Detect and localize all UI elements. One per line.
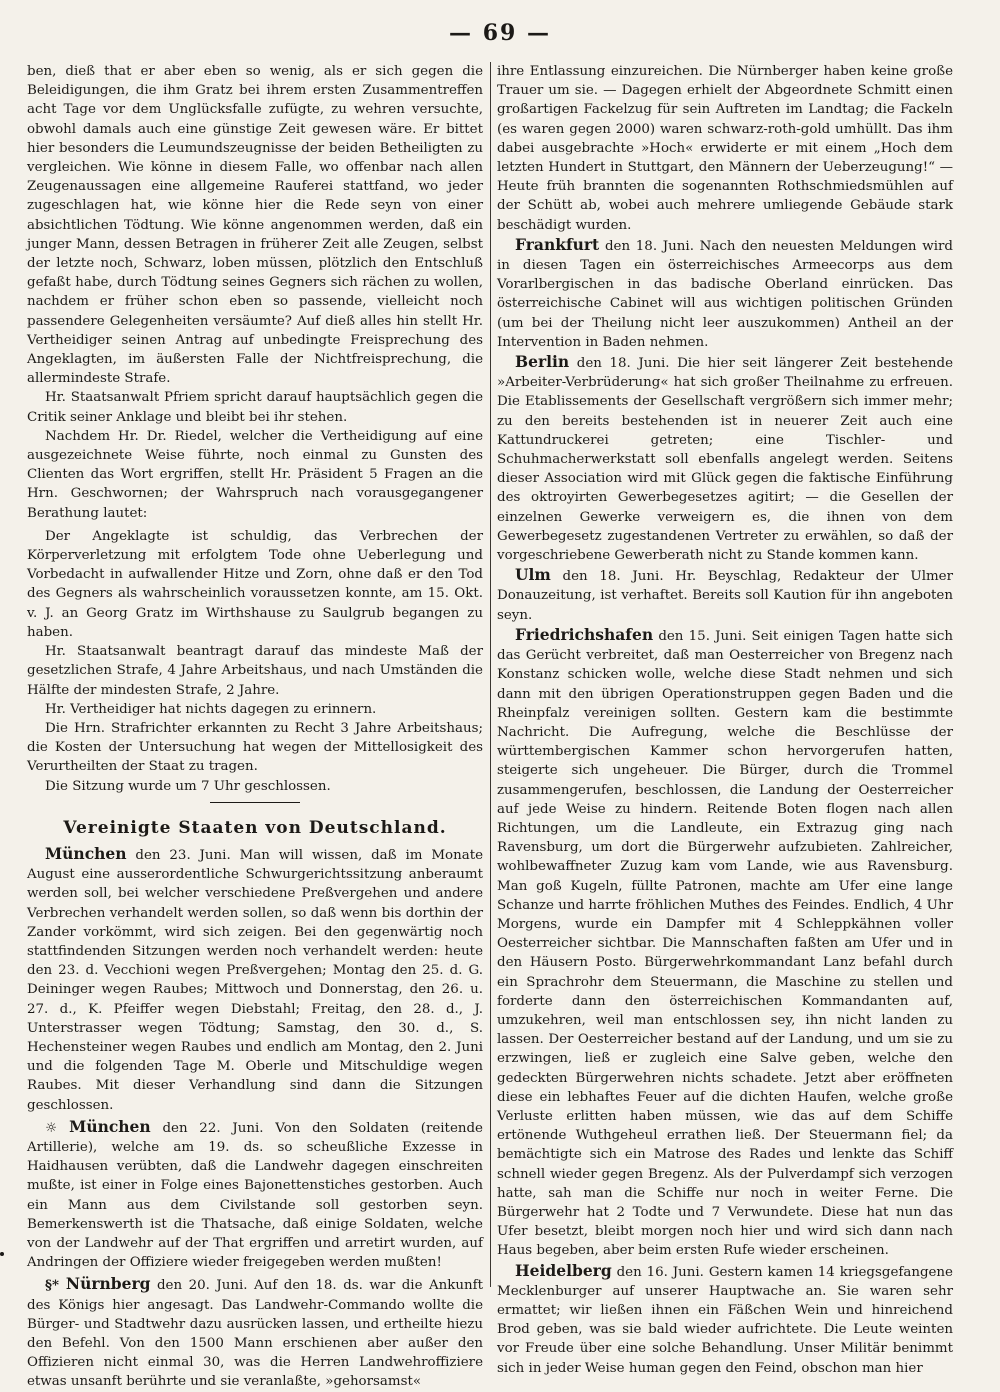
news-text: den 18. Juni. Hr. Beyschlag, Redakteur der Ulmer Donauzeitung, ist verhaftet. Bereits soll Kaution für ihn angeboten seyn. <box>497 569 953 623</box>
news-item <box>497 352 953 565</box>
news-item <box>27 1117 483 1273</box>
sun-marker-icon: ☼ <box>45 1119 70 1136</box>
paragraph: Hr. Vertheidiger hat nichts dagegen zu erinnern. <box>45 701 377 717</box>
dateline-place: Heidelberg <box>515 1260 612 1280</box>
dateline-place: München <box>69 1116 151 1136</box>
section-rule <box>210 802 300 803</box>
news-item <box>27 844 483 1115</box>
paragraph: Die Hrn. Strafrichter erkannten zu Recht 3 Jahre Arbeitshaus; die Kosten der Untersuchung hat wegen der Mittellosigkeit des Verurtheilten der Staat zu tragen. <box>27 720 483 775</box>
dateline-place: München <box>45 843 127 863</box>
dateline-place: Ulm <box>515 565 551 585</box>
news-text: den 15. Juni. Seit einigen Tagen hatte sich das Gerücht verbreitet, daß man Oesterreicher von Bregenz nach Konstanz schicken wolle, welche diese Stadt nehmen und sich dann mit den übrigen Operationstruppen gegen Baden und die Rheinpfalz vereinigen sollten. Gestern kam die bestimmte Nachricht. Die Aufregung, welche die Beschlüsse der württembergischen Kammer schon hervorgerufen hatten, steigerte sich ungeheuer. Die Bürger, durch die Trommel zusammengerufen, beschlossen, die Landung der Oesterreicher auf jede Weise zu hindern. Reitende Boten flogen nach allen Richtungen, um die Landleute, ein Extrazug ging nach Ravensburg, um dort die Bürgerwehr aufzubieten. Zahlreicher, wohlbewaffneter Zuzug kam vom Lande, wie aus Ravensburg. Man goß Kugeln, füllte Patronen, machte am Ufer eine lange Schanze und harrte fröhlichen Muthes des Feindes. Endlich, 4 Uhr Morgens, wurde ein Dampfer mit 4 Schleppkähnen voller Oesterreicher sichtbar. Die Mannschaften faßten am Ufer und in den Häusern Posto. Bürgerwehrkommandant Lanz befahl durch ein Sprachrohr dem Steuermann, die Maschine zu stellen und forderte dann den österreichischen Kommandanten auf, umzukehren, weil man entschlossen sey, ihn nicht landen zu lassen. Der Oesterreicher bestand auf der Landung, und um sie zu erzwingen, ließ er zugleich eine Salve geben, welche den gedeckten Bürgerwehren nichts schadete. Jetzt aber eröffneten diese ein lebhaftes Feuer auf die dichten Haufen, welche große Verluste erlitten haben müssen, wie das auf dem Schiffe ertönende Wuthgeheul errathen ließ. Der Steuermann fiel; da bemächtigte sich ein Matrose des Rades und lenkte das Schiff schnell wieder gegen Bregenz. Als der Pulverdampf sich verzogen hatte, sah man die Schiffe nur noch in weiter Ferne. Die Bürgerwehr hat 2 Todte und 7 Verwundete. Diese hat nun das Ufer besetzt, bleibt morgen noch hier und wird sich dann nach Haus begeben, aber beim ersten Rufe wieder erscheinen. <box>497 628 953 1259</box>
paragraph: Hr. Staatsanwalt beantragt darauf das mindeste Maß der gesetzlichen Strafe, 4 Jahre Arbeitshaus, und nach Umständen die Hälfte der mindesten Strafe, 2 Jahre. <box>27 644 483 698</box>
section-marker-icon: §* <box>45 1277 66 1294</box>
verdict-paragraph: Der Angeklagte ist schuldig, das Verbrechen der Körperverletzung mit erfolgtem Tode ohne Ueberlegung und Vorbedacht in aufwallender Hitze und Zorn, ohne daß er den Tod des Gegners als wahrscheinlich voraussetzen konnte, am 15. Okt. v. J. an Georg Gratz im Wirthshause zu Saulgrub begangen zu haben. <box>27 528 483 640</box>
news-item <box>497 235 953 352</box>
paragraph: ihre Entlassung einzureichen. Die Nürnberger haben keine große Trauer um sie. — Dagegen erhielt der Abgeordnete Schmitt einen großartigen Fackelzug für sein Auftreten im Landtag; die Fackeln (es waren gegen 2000) waren schwarz-roth-gold umhüllt. Das ihm dabei ausgebrachte »Hoch« erwiderte er mit einem „Hoch dem letzten Hundert in Stuttgart, den Männern der Ueberzeugung!“ — Heute früh brannten die sogenannten Rothschmiedsmühlen auf der Schütt ab, wobei auch mehrere umliegende Gebäude stark beschädigt wurden. <box>497 64 953 233</box>
paragraph: Hr. Staatsanwalt Pfriem spricht darauf hauptsächlich gegen die Critik seiner Anklage und bleibt bei ihr stehen. <box>27 390 483 425</box>
margin-dot <box>0 1252 4 1256</box>
section-heading: Vereinigte Staaten von Deutschland. <box>63 817 447 838</box>
news-text: den 18. Juni. Die hier seit längerer Zeit bestehende »Arbeiter-Verbrüderung« hat sich großer Theilnahme zu erfreuen. Die Etablissements der Gesellschaft vergrößern sich immer mehr; zu den bereits bestehenden ist in neuerer Zeit auch eine Kattundruckerei getreten; eine Tischler- und Schuhmacherwerkstatt soll ebenfalls angelegt werden. Seitens dieser Association wird mit Glück gegen die faktische Einführung des oktroyirten Gewerbegesetzes agitirt; — die Gesellen der einzelnen Gewerke verweigern es, die ihnen von dem Gewerbegesetz zugestandenen Vertreter zu erwählen, so daß der vorgeschriebene Gewerberath nicht zu Stande kommen kann. <box>497 356 953 564</box>
news-item <box>497 1261 953 1378</box>
news-item <box>497 625 953 1261</box>
column-divider <box>490 62 491 1287</box>
dateline-place: Berlin <box>515 352 570 372</box>
news-text: den 23. Juni. Man will wissen, daß im Monate August eine ausserordentliche Schwurgerichtssitzung anberaumt werden soll, bei welcher verschiedene Preßvergehen und andere Verbrechen verhandelt werden sollen, so daß wenn bis dorthin der Zander vorkömmt, wird sich zeigen. Bei den gegenwärtig noch stattfindenden Sitzungen werden noch verhandelt werden: heute den 23. d. Vecchioni wegen Preßvergehen; Montag den 25. d. G. Deininger wegen Raubes; Mittwoch und Donnerstag, den 26. u. 27. d., K. Pfeiffer wegen Diebstahl; Freitag, den 28. d., J. Unterstrasser wegen Tödtung; Samstag, den 30. d., S. Hechensteiner wegen Raubes und endlich am Montag, den 2. Juni und die folgenden Tage M. Oberle und Mitschuldige wegen Raubes. Mit dieser Verhandlung sind dann die Sitzungen geschlossen. <box>27 847 483 1113</box>
right-column <box>497 62 953 1376</box>
dateline-place: Frankfurt <box>515 234 600 254</box>
news-item <box>27 1274 483 1391</box>
news-text: den 20. Juni. Auf den 18. ds. war die Ankunft des Königs hier angesagt. Das Landwehr-Commando wollte die Bürger- und Stadtwehr dazu ausrücken lassen, und ertheilte hiezu den Befehl. Von den 1500 Mann erschienen aber außer den Offizieren nicht einmal 30, was die Herren Landwehroffiziere etwas unsanft berührte und sie veranlaßte, »gehorsamst« <box>27 1278 483 1390</box>
dateline-place: Nürnberg <box>65 1274 151 1294</box>
news-text: den 22. Juni. Von den Soldaten (reitende Artillerie), welche am 19. ds. so scheußliche Exzesse in Haidhausen verübten, daß die Landwehr dagegen einschreiten mußte, ist einer in Folge eines Bajonettenstiches gestorben. Auch ein Mann aus dem Civilstande soll gestorben seyn. Bemerkenswerth ist die Thatsache, daß einige Soldaten, welche von der Landwehr auf der That ergriffen und arretirt wurden, auf Andringen der Offiziere wieder freigegeben werden mußten! <box>27 1120 483 1271</box>
news-text: den 16. Juni. Gestern kamen 14 kriegsgefangene Mecklenburger auf unserer Hauptwache an. Sie waren sehr ermattet; wir ließen ihnen ein Fäßchen Wein und hinreichend Brod geben, was sie bald wieder aufrichtete. Die Leute weinten vor Freude über eine solche Behandlung. Unser Militär benimmt sich in jeder Weise human gegen den Feind, obschon man hier <box>497 1264 953 1376</box>
paragraph: Nachdem Hr. Dr. Riedel, welcher die Vertheidigung auf eine ausgezeichnete Weise führte, noch einmal zu Gunsten des Clienten das Wort ergriffen, stellt Hr. Präsident 5 Fragen an die Hrn. Geschwornen; der Wahrspruch nach vorausgegangener Berathung lautet: <box>27 428 483 521</box>
paragraph: Die Sitzung wurde um 7 Uhr geschlossen. <box>45 778 331 794</box>
paragraph: ben, dieß that er aber eben so wenig, als er sich gegen die Beleidigungen, die ihm Gratz bei ihrem ersten Zusammentreffen acht Tage vor dem Unglücksfalle zufügte, zu wehren versuchte, obwohl damals auch eine günstige Zeit gewesen wäre. Er bittet hier besonders die Leumundszeugnisse der beiden Betheiligten zu vergleichen. Wie könne in diesem Falle, wo offenbar nach allen Zeugenaussagen eine allgemeine Rauferei stattfand, wo jeder zugeschlagen hat, wie könne hier die Rede seyn von einer absichtlichen Tödtung. Wie könne angenommen werden, daß ein junger Mann, dessen Betragen in früherer Zeit alle Zeugen, selbst der letzte noch, Schwarz, loben müssen, plötzlich den Entschluß gefaßt habe, durch Tödtung seines Gegners sich rächen zu wollen, nachdem er früher schon eben so passende, vielleicht noch passendere Gelegenheiten versäumte? Auf dieß alles hin stellt Hr. Vertheidiger seinen Antrag auf unbedingte Freisprechung des Angeklagten, im äußersten Falle der Nichtfreisprechung, die allermindeste Strafe. <box>27 64 483 387</box>
page-number: — 69 — <box>449 20 551 46</box>
news-item <box>497 565 953 625</box>
dateline-place: Friedrichshafen <box>515 624 654 644</box>
news-text: den 18. Juni. Nach den neuesten Meldungen wird in diesen Tagen ein österreichisches Armeecorps aus dem Vorarlbergischen in das badische Oberland einrücken. Das österreichische Cabinet will aus wichtigen politischen Gründen (um bei der Theilung nicht leer auszukommen) Antheil an der Intervention in Baden nehmen. <box>497 238 953 350</box>
left-column <box>27 62 483 1390</box>
